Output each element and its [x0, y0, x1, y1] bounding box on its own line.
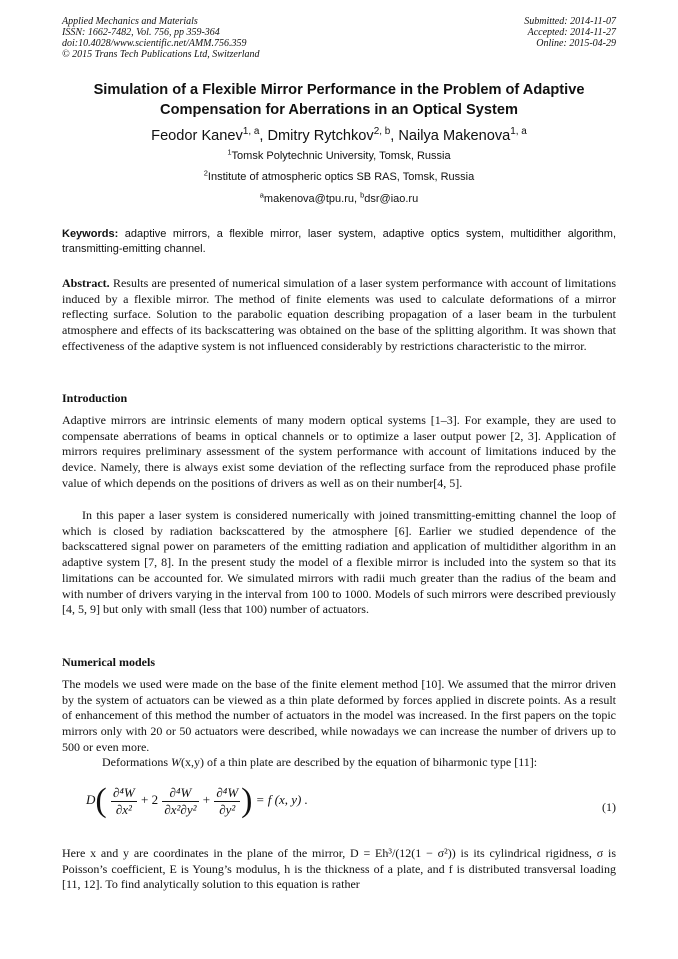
keywords: [62, 227, 616, 257]
closing-paragraph: Here x and y are coordinates in the plane of the mirror, D = Eh³/(12(1 − σ²)) is its cylindrical rigidness, σ is Poisson’s coefficient, E is Young’s modulus, h is the thickness of a plate, and f is distributed transversal loading [11, 12]. To find analytically solution to this equation is rather: [62, 846, 616, 892]
equation-number: (1): [602, 800, 616, 814]
email-line: $^a$makenova@tpu.ru, $^b$dsr@iao.ru: [259, 190, 419, 205]
online-date: Online: 2015-04-29: [536, 38, 616, 49]
author-name: Nailya Makenova: [398, 128, 511, 144]
submitted-date: Submitted: 2014-11-07: [524, 16, 616, 27]
author-list: Feodor Kanev$^{1, a}$, Dmitry Rytchkov$^{2, b}$, Nailya Makenova$^{1, a}$: [151, 126, 527, 144]
journal-name: Applied Mechanics and Materials: [62, 16, 198, 27]
abstract: [62, 276, 616, 355]
models-paragraph-2: Deformations W(x,y) of a thin plate are described by the equation of biharmonic type [11]:: [102, 755, 538, 769]
equation-body: D( $\frac{\text{∂⁴W}}{\text{∂x²}}$ + 2 $\frac{\text{∂⁴W}}{\text{∂x²∂y²}}$ + $\frac{\text{∂⁴W}}{\text{∂y²}}$ ) = f (x, y) .: [86, 782, 308, 819]
models-paragraph-1: The models we used were made on the base of the finite element method [10]. We assumed that the mirror driven by the system of actuators can be viewed as a thin plate deformed by forces applied in discrete points. As a result of enhancement of this method the number of actuators in the model was increased. In the first papers on the topic mirrors only with 20 or 50 actuators were described, while nowadays we can increase the number of drivers up to 500 or even more.: [62, 677, 616, 754]
fraction-term-3: $\frac{\text{∂⁴W}}{\text{∂y²}}$: [216, 784, 239, 817]
title-line-1: Simulation of a Flexible Mirror Performance in the Problem of Adaptive: [93, 82, 585, 98]
section-heading-numerical-models: Numerical models: [62, 655, 155, 669]
abstract-label: Abstract.: [62, 276, 110, 290]
fraction-term-2: $\frac{\text{∂⁴W}}{\text{∂x²∂y²}}$: [164, 784, 197, 817]
author-superscript: 1, a: [510, 126, 527, 138]
email-link[interactable]: dsr@iao.ru: [364, 193, 419, 205]
keywords-label: Keywords:: [62, 228, 119, 240]
author-superscript: 1, a: [242, 126, 260, 138]
keywords-text: adaptive mirrors, a flexible mirror, laser system, adaptive optics system, multidither algorithm, transmitting-emitting channel.: [62, 228, 616, 255]
author-name: Dmitry Rytchkov: [267, 128, 374, 144]
equation-1: [62, 780, 616, 832]
running-header-left: [62, 16, 260, 60]
doi-line: doi:10.4028/www.scientific.net/AMM.756.359: [62, 38, 247, 49]
affiliation-1: $^1$Tomsk Polytechnic University, Tomsk, Russia: [227, 147, 451, 162]
section-heading-introduction: Introduction: [62, 391, 128, 405]
accepted-date: Accepted: 2014-11-27: [527, 27, 616, 38]
paper-title: [62, 80, 616, 120]
affiliation-2: $^2$Institute of atmospheric optics SB RAS, Tomsk, Russia: [203, 168, 475, 183]
title-line-2: Compensation for Aberrations in an Optical System: [160, 102, 518, 118]
issn-line: ISSN: 1662-7482, Vol. 756, pp 359-364: [62, 27, 220, 38]
author-superscript: 2, b: [373, 126, 391, 138]
abstract-text: Results are presented of numerical simulation of a laser system performance with account of limitations induced by a flexible mirror. The method of finite elements was used to calculate deformations of a mirror reflecting surface. Solution to the parabolic equation describing propagation of a laser beam in the turbulent atmosphere and effects of its backscattering was obtained on the base of the splitting algorithm. It was shown that effectiveness of the adaptive system is not influenced considerably by restrictions characteristic to the mirror.: [62, 276, 616, 353]
copyright-line: © 2015 Trans Tech Publications Ltd, Switzerland: [62, 49, 260, 60]
running-header-right: [524, 16, 616, 49]
author-name: Feodor Kanev: [151, 128, 243, 144]
intro-paragraph-2: In this paper a laser system is considered numerically with joined transmitting-emitting channel the loop of which is closed by radiation backscattered by the atmosphere [6]. Earlier we studied dependence of the backscattered signal power on parameters of the emitting radiation and application of multidither algorithm in an adaptive system [7, 8]. In the present study the model of a flexible mirror is included into the system so that its limitations can be accounted for. We simulated mirrors with radii much greater than the radius of the beam and with number of drivers varying in the interval from 100 to 1000. Models of such mirrors were described previously [4, 5, 9] but only with small (less that 100) number of actuators.: [62, 508, 616, 617]
intro-paragraph-1: Adaptive mirrors are intrinsic elements of many modern optical systems [1–3]. For example, they are used to compensate aberrations of beams in optical channels or to optimize a laser output power [2, 3]. Application of mirrors requires preliminary assessment of the system performance with account of limitations induced by the device. Namely, there is always exist some deviation of the reflecting surface from the reproduced phase profile value of which depends on the positions of drivers as well as on their number[4, 5].: [62, 413, 616, 490]
fraction-term-1: $\frac{\text{∂⁴W}}{\text{∂x²}}$: [112, 784, 135, 817]
email-link[interactable]: makenova@tpu.ru,: [263, 193, 361, 205]
